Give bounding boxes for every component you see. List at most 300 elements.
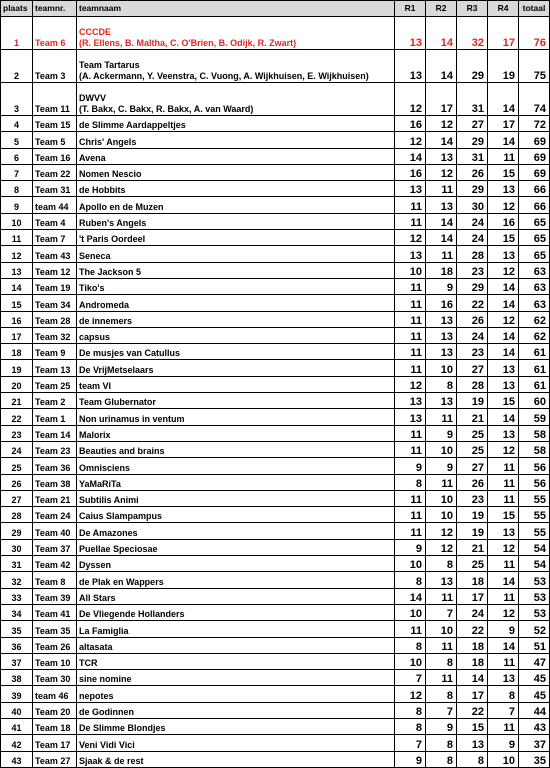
team-name: De Vliegende Hollanders <box>79 609 185 620</box>
cell-r4: 14 <box>488 409 519 425</box>
table-row <box>1 653 550 669</box>
cell-r4: 17 <box>488 116 519 132</box>
table-body <box>1 17 550 768</box>
cell-r2: 8 <box>426 376 457 392</box>
team-name: Chris' Angels <box>79 136 137 147</box>
cell-r1: 11 <box>395 523 426 539</box>
cell-teamnaam <box>77 393 395 409</box>
cell-r1: 11 <box>395 327 426 343</box>
cell-r2: 11 <box>426 474 457 490</box>
cell-teamnaam <box>77 588 395 604</box>
cell-r2: 8 <box>426 556 457 572</box>
cell-r3: 31 <box>457 83 488 116</box>
table-row <box>1 670 550 686</box>
cell-plaats: 33 <box>1 588 33 604</box>
cell-plaats: 18 <box>1 344 33 360</box>
cell-teamnr: Team 6 <box>33 17 77 50</box>
cell-teamnr: Team 36 <box>33 458 77 474</box>
cell-totaal: 58 <box>519 441 550 457</box>
cell-r1: 10 <box>395 556 426 572</box>
table-row <box>1 604 550 620</box>
cell-r3: 19 <box>457 393 488 409</box>
cell-teamnr: Team 40 <box>33 523 77 539</box>
cell-plaats: 5 <box>1 132 33 148</box>
cell-r3: 29 <box>457 181 488 197</box>
cell-teamnr: Team 26 <box>33 637 77 653</box>
team-name: Team Glubernator <box>79 397 156 408</box>
cell-teamnr: Team 21 <box>33 490 77 506</box>
cell-r3: 27 <box>457 458 488 474</box>
cell-teamnaam <box>77 458 395 474</box>
team-members: (A. Ackermann, Y. Veenstra, C. Vuong, A. Wijkhuisen, E. Wijkhuisen) <box>79 71 369 81</box>
cell-totaal: 51 <box>519 637 550 653</box>
cell-r3: 29 <box>457 50 488 83</box>
team-name: Sjaak & de rest <box>79 755 144 766</box>
cell-r2: 13 <box>426 393 457 409</box>
header-r2: R2 <box>426 1 457 17</box>
cell-r4: 14 <box>488 344 519 360</box>
cell-plaats: 28 <box>1 507 33 523</box>
cell-teamnr: Team 24 <box>33 507 77 523</box>
cell-r4: 11 <box>488 718 519 734</box>
cell-r4: 13 <box>488 246 519 262</box>
header-row <box>1 1 550 17</box>
cell-r2: 11 <box>426 670 457 686</box>
cell-r3: 23 <box>457 262 488 278</box>
cell-plaats: 29 <box>1 523 33 539</box>
cell-totaal: 69 <box>519 148 550 164</box>
cell-r1: 11 <box>395 621 426 637</box>
cell-r1: 11 <box>395 441 426 457</box>
cell-totaal: 43 <box>519 718 550 734</box>
cell-r1: 16 <box>395 116 426 132</box>
cell-r2: 10 <box>426 441 457 457</box>
cell-r2: 13 <box>426 148 457 164</box>
cell-totaal: 63 <box>519 278 550 294</box>
cell-r1: 8 <box>395 572 426 588</box>
table-row <box>1 360 550 376</box>
cell-totaal: 63 <box>519 295 550 311</box>
table-row <box>1 132 550 148</box>
cell-r3: 18 <box>457 572 488 588</box>
cell-totaal: 62 <box>519 327 550 343</box>
cell-r4: 14 <box>488 132 519 148</box>
cell-plaats: 43 <box>1 751 33 767</box>
cell-totaal: 61 <box>519 376 550 392</box>
cell-totaal: 66 <box>519 181 550 197</box>
cell-r4: 11 <box>488 588 519 604</box>
cell-r3: 26 <box>457 311 488 327</box>
team-name: Dyssen <box>79 560 112 571</box>
table-row <box>1 556 550 572</box>
cell-plaats: 30 <box>1 539 33 555</box>
cell-plaats: 39 <box>1 686 33 702</box>
cell-r1: 7 <box>395 735 426 751</box>
cell-r1: 11 <box>395 278 426 294</box>
cell-teamnr: Team 32 <box>33 327 77 343</box>
cell-r3: 15 <box>457 718 488 734</box>
cell-r4: 13 <box>488 181 519 197</box>
cell-totaal: 66 <box>519 197 550 213</box>
cell-r4: 15 <box>488 164 519 180</box>
cell-r2: 12 <box>426 164 457 180</box>
header-r4: R4 <box>488 1 519 17</box>
cell-r4: 14 <box>488 327 519 343</box>
table-row <box>1 458 550 474</box>
cell-r4: 19 <box>488 50 519 83</box>
table-row <box>1 148 550 164</box>
cell-totaal: 47 <box>519 653 550 669</box>
cell-r3: 19 <box>457 507 488 523</box>
team-name: Andromeda <box>79 299 130 310</box>
cell-r4: 15 <box>488 507 519 523</box>
table-row <box>1 327 550 343</box>
cell-teamnr: Team 18 <box>33 718 77 734</box>
cell-plaats: 42 <box>1 735 33 751</box>
cell-teamnaam <box>77 50 395 83</box>
cell-r4: 12 <box>488 197 519 213</box>
cell-r4: 11 <box>488 474 519 490</box>
cell-teamnaam <box>77 441 395 457</box>
team-name: Non urinamus in ventum <box>79 413 185 424</box>
table-row <box>1 409 550 425</box>
team-name: The Jackson 5 <box>79 266 142 277</box>
cell-teamnaam <box>77 327 395 343</box>
cell-r1: 11 <box>395 197 426 213</box>
cell-totaal: 75 <box>519 50 550 83</box>
cell-r1: 11 <box>395 344 426 360</box>
cell-teamnaam <box>77 360 395 376</box>
cell-totaal: 59 <box>519 409 550 425</box>
cell-r4: 9 <box>488 735 519 751</box>
cell-teamnaam <box>77 735 395 751</box>
cell-r2: 14 <box>426 17 457 50</box>
cell-teamnr: Team 3 <box>33 50 77 83</box>
cell-r4: 14 <box>488 295 519 311</box>
cell-teamnr: Team 16 <box>33 148 77 164</box>
table-row <box>1 588 550 604</box>
cell-teamnaam <box>77 295 395 311</box>
cell-totaal: 52 <box>519 621 550 637</box>
cell-r4: 14 <box>488 572 519 588</box>
cell-r2: 10 <box>426 507 457 523</box>
team-name: Caius Slampampus <box>79 511 163 522</box>
cell-teamnaam <box>77 132 395 148</box>
cell-teamnr: Team 35 <box>33 621 77 637</box>
table-row <box>1 230 550 246</box>
table-row <box>1 181 550 197</box>
cell-r3: 27 <box>457 116 488 132</box>
cell-teamnaam <box>77 148 395 164</box>
cell-totaal: 60 <box>519 393 550 409</box>
table-row <box>1 376 550 392</box>
cell-totaal: 55 <box>519 507 550 523</box>
table-row <box>1 735 550 751</box>
cell-plaats: 41 <box>1 718 33 734</box>
cell-teamnr: Team 7 <box>33 230 77 246</box>
cell-plaats: 21 <box>1 393 33 409</box>
cell-teamnr: Team 10 <box>33 653 77 669</box>
cell-teamnaam <box>77 213 395 229</box>
cell-r1: 16 <box>395 164 426 180</box>
table-row <box>1 490 550 506</box>
cell-r2: 13 <box>426 311 457 327</box>
cell-r3: 13 <box>457 735 488 751</box>
cell-r4: 12 <box>488 441 519 457</box>
cell-plaats: 27 <box>1 490 33 506</box>
cell-r1: 12 <box>395 376 426 392</box>
cell-r3: 21 <box>457 409 488 425</box>
cell-r2: 10 <box>426 360 457 376</box>
cell-r1: 12 <box>395 686 426 702</box>
team-name: Tiko's <box>79 283 105 294</box>
cell-plaats: 13 <box>1 262 33 278</box>
cell-r4: 15 <box>488 393 519 409</box>
team-name: de Slimme Aardappeltjes <box>79 120 186 131</box>
cell-r3: 28 <box>457 246 488 262</box>
team-name: TCR <box>79 658 98 669</box>
cell-plaats: 37 <box>1 653 33 669</box>
header-teamnaam: teamnaam <box>77 1 395 17</box>
cell-teamnr: team 46 <box>33 686 77 702</box>
table-row <box>1 344 550 360</box>
team-name: Beauties and brains <box>79 446 165 457</box>
team-name: De Slimme Blondjes <box>79 723 166 734</box>
cell-teamnr: Team 27 <box>33 751 77 767</box>
cell-teamnr: Team 19 <box>33 278 77 294</box>
cell-r2: 12 <box>426 523 457 539</box>
cell-plaats: 15 <box>1 295 33 311</box>
cell-r2: 12 <box>426 539 457 555</box>
cell-r1: 8 <box>395 718 426 734</box>
cell-plaats: 14 <box>1 278 33 294</box>
cell-r2: 7 <box>426 702 457 718</box>
cell-plaats: 12 <box>1 246 33 262</box>
cell-r4: 14 <box>488 278 519 294</box>
team-name: sine nomine <box>79 674 132 685</box>
cell-r1: 8 <box>395 474 426 490</box>
team-name: 't Paris Oordeel <box>79 234 146 245</box>
cell-teamnaam <box>77 621 395 637</box>
table-row <box>1 164 550 180</box>
cell-totaal: 69 <box>519 164 550 180</box>
cell-plaats: 32 <box>1 572 33 588</box>
table-row <box>1 213 550 229</box>
cell-totaal: 54 <box>519 556 550 572</box>
cell-totaal: 56 <box>519 474 550 490</box>
cell-plaats: 16 <box>1 311 33 327</box>
table-row <box>1 197 550 213</box>
cell-totaal: 65 <box>519 213 550 229</box>
cell-plaats: 11 <box>1 230 33 246</box>
cell-r2: 14 <box>426 50 457 83</box>
cell-r4: 17 <box>488 17 519 50</box>
cell-r3: 24 <box>457 604 488 620</box>
team-name: de innemers <box>79 315 133 326</box>
cell-r4: 9 <box>488 621 519 637</box>
cell-teamnaam <box>77 653 395 669</box>
header-teamnr: teamnr. <box>33 1 77 17</box>
cell-plaats: 23 <box>1 425 33 441</box>
team-name: de Godinnen <box>79 706 134 717</box>
table-row <box>1 441 550 457</box>
team-name: Omnisciens <box>79 462 131 473</box>
team-name: La Famiglia <box>79 625 129 636</box>
cell-r2: 17 <box>426 83 457 116</box>
team-members: (R. Ellens, B. Maltha, C. O'Brien, B. Odijk, R. Zwart) <box>79 38 297 48</box>
cell-plaats: 19 <box>1 360 33 376</box>
cell-teamnaam <box>77 83 395 116</box>
cell-r1: 11 <box>395 311 426 327</box>
cell-r4: 13 <box>488 360 519 376</box>
cell-teamnr: Team 15 <box>33 116 77 132</box>
cell-teamnr: Team 17 <box>33 735 77 751</box>
cell-r2: 9 <box>426 425 457 441</box>
cell-plaats: 4 <box>1 116 33 132</box>
team-name: All Stars <box>79 592 116 603</box>
cell-totaal: 62 <box>519 311 550 327</box>
table-row <box>1 393 550 409</box>
cell-teamnaam <box>77 116 395 132</box>
cell-r3: 14 <box>457 670 488 686</box>
cell-r4: 12 <box>488 311 519 327</box>
cell-r1: 9 <box>395 458 426 474</box>
cell-plaats: 22 <box>1 409 33 425</box>
cell-teamnr: Team 23 <box>33 441 77 457</box>
cell-r3: 18 <box>457 637 488 653</box>
cell-r3: 21 <box>457 539 488 555</box>
table-row <box>1 507 550 523</box>
cell-totaal: 61 <box>519 344 550 360</box>
cell-r2: 8 <box>426 751 457 767</box>
cell-r4: 14 <box>488 83 519 116</box>
cell-r4: 13 <box>488 376 519 392</box>
cell-r1: 13 <box>395 50 426 83</box>
cell-totaal: 65 <box>519 246 550 262</box>
cell-r1: 13 <box>395 246 426 262</box>
cell-r1: 12 <box>395 230 426 246</box>
team-name: DWVV <box>79 93 106 103</box>
cell-totaal: 63 <box>519 262 550 278</box>
cell-r1: 12 <box>395 132 426 148</box>
cell-r4: 12 <box>488 539 519 555</box>
cell-teamnaam <box>77 572 395 588</box>
cell-teamnaam <box>77 718 395 734</box>
cell-totaal: 55 <box>519 490 550 506</box>
cell-r1: 13 <box>395 181 426 197</box>
cell-teamnaam <box>77 246 395 262</box>
table-row <box>1 751 550 767</box>
cell-r1: 9 <box>395 751 426 767</box>
cell-teamnr: Team 14 <box>33 425 77 441</box>
cell-r2: 11 <box>426 637 457 653</box>
team-name: De VrijMetselaars <box>79 364 154 375</box>
team-name: Nomen Nescio <box>79 169 142 180</box>
cell-r4: 11 <box>488 653 519 669</box>
cell-r2: 13 <box>426 572 457 588</box>
cell-r1: 14 <box>395 148 426 164</box>
cell-r2: 11 <box>426 181 457 197</box>
cell-plaats: 34 <box>1 604 33 620</box>
cell-teamnr: Team 39 <box>33 588 77 604</box>
table-row <box>1 425 550 441</box>
cell-teamnaam <box>77 197 395 213</box>
cell-teamnr: Team 5 <box>33 132 77 148</box>
cell-teamnaam <box>77 523 395 539</box>
team-name: Ruben's Angels <box>79 218 147 229</box>
cell-r2: 8 <box>426 653 457 669</box>
cell-teamnaam <box>77 751 395 767</box>
cell-r2: 11 <box>426 588 457 604</box>
cell-totaal: 72 <box>519 116 550 132</box>
cell-teamnaam <box>77 409 395 425</box>
cell-r3: 32 <box>457 17 488 50</box>
cell-teamnr: Team 8 <box>33 572 77 588</box>
cell-r4: 13 <box>488 670 519 686</box>
cell-teamnr: team 44 <box>33 197 77 213</box>
table-row <box>1 702 550 718</box>
cell-teamnaam <box>77 376 395 392</box>
cell-r1: 11 <box>395 213 426 229</box>
cell-teamnr: Team 43 <box>33 246 77 262</box>
cell-totaal: 35 <box>519 751 550 767</box>
table-row <box>1 262 550 278</box>
cell-r3: 25 <box>457 556 488 572</box>
cell-r4: 11 <box>488 556 519 572</box>
table-row <box>1 246 550 262</box>
cell-teamnr: Team 37 <box>33 539 77 555</box>
cell-r3: 22 <box>457 621 488 637</box>
cell-r1: 10 <box>395 604 426 620</box>
team-name: nepotes <box>79 690 114 701</box>
cell-r2: 9 <box>426 458 457 474</box>
cell-r1: 11 <box>395 360 426 376</box>
table-row <box>1 637 550 653</box>
cell-teamnaam <box>77 490 395 506</box>
cell-r3: 24 <box>457 213 488 229</box>
cell-r3: 17 <box>457 686 488 702</box>
cell-teamnr: Team 2 <box>33 393 77 409</box>
table-row <box>1 116 550 132</box>
cell-r1: 11 <box>395 295 426 311</box>
cell-r4: 16 <box>488 213 519 229</box>
table-row <box>1 686 550 702</box>
cell-r1: 12 <box>395 83 426 116</box>
header-r1: R1 <box>395 1 426 17</box>
cell-r3: 30 <box>457 197 488 213</box>
cell-teamnr: Team 4 <box>33 213 77 229</box>
cell-r2: 14 <box>426 230 457 246</box>
cell-teamnr: Team 12 <box>33 262 77 278</box>
cell-r2: 14 <box>426 132 457 148</box>
cell-teamnr: Team 22 <box>33 164 77 180</box>
cell-teamnr: Team 13 <box>33 360 77 376</box>
cell-teamnr: Team 1 <box>33 409 77 425</box>
cell-r1: 13 <box>395 409 426 425</box>
cell-teamnaam <box>77 311 395 327</box>
team-name: Veni Vidi Vici <box>79 739 135 750</box>
cell-teamnr: Team 30 <box>33 670 77 686</box>
cell-teamnr: Team 28 <box>33 311 77 327</box>
team-name: Puellae Speciosae <box>79 544 158 555</box>
cell-teamnaam <box>77 425 395 441</box>
cell-r1: 10 <box>395 262 426 278</box>
cell-totaal: 45 <box>519 686 550 702</box>
cell-teamnr: Team 20 <box>33 702 77 718</box>
cell-r4: 13 <box>488 523 519 539</box>
cell-totaal: 53 <box>519 588 550 604</box>
table-row <box>1 278 550 294</box>
